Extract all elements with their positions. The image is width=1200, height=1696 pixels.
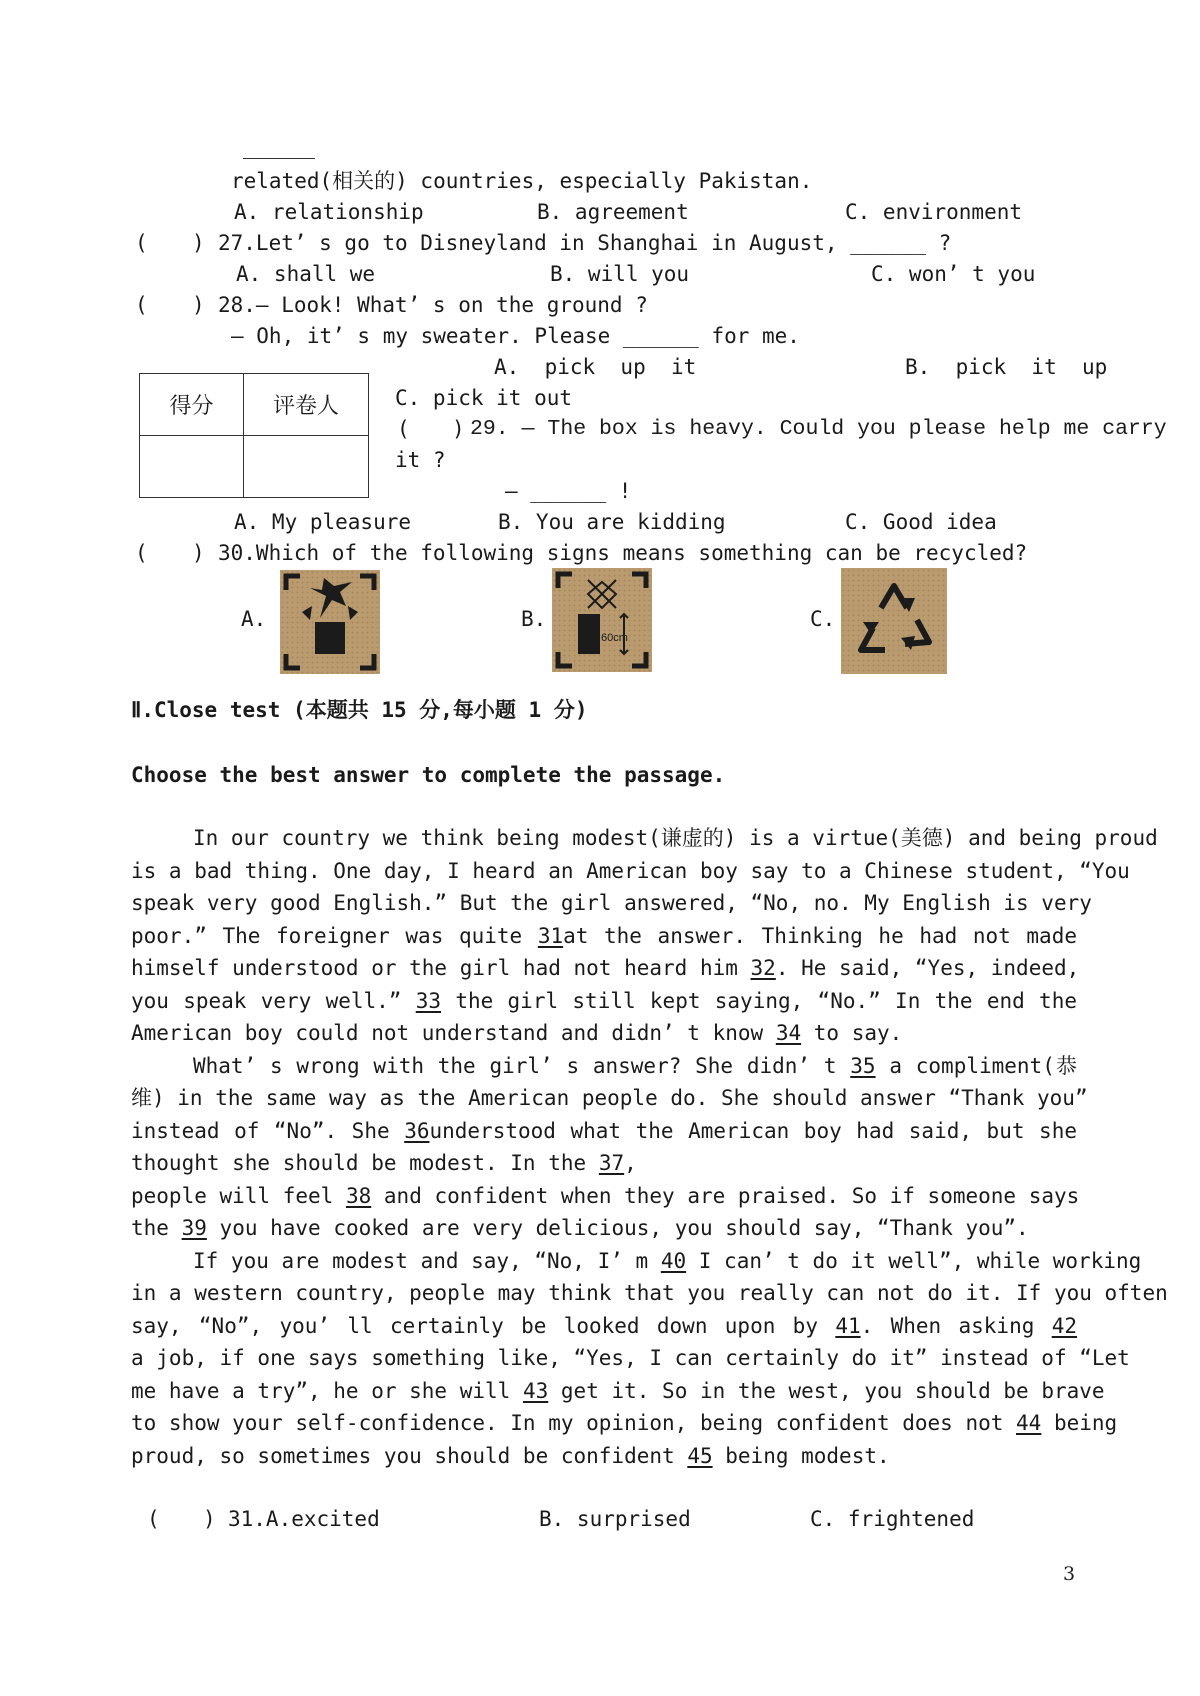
passage-line: instead of “No”. She 36understood what the American boy had said, but she (131, 1115, 1077, 1148)
page-number: 3 (1063, 1563, 1076, 1585)
answer-blank-line (243, 158, 315, 159)
q28-option-c: C. pick it out (395, 386, 573, 410)
q26-option-a: A. relationship (234, 200, 424, 224)
q28-option-b: B. pick it up (905, 355, 1108, 379)
blank-41[interactable]: 41 (835, 1313, 861, 1338)
q27-option-a: A. shall we (236, 262, 376, 286)
score-cell[interactable] (140, 436, 244, 498)
fragile-sign-icon (280, 570, 380, 674)
score-label: 得分 (140, 374, 244, 436)
q29-option-b: B. You are kidding (498, 510, 726, 534)
section-title: Ⅱ.Close test (本题共 15 分,每小题 1 分) (131, 698, 588, 722)
q30-answer-paren-close: ) (192, 541, 205, 565)
q28-option-a: A. pick up it (494, 355, 697, 379)
passage-line: thought she should be modest. In the 37, (131, 1147, 1077, 1180)
passage-line: himself understood or the girl had not heard him 32. He said, “Yes, indeed, (131, 952, 1077, 985)
q31-option-b: B. surprised (539, 1507, 691, 1531)
q28-answer-paren-open: ( (135, 293, 148, 317)
q26-option-b: B. agreement (537, 200, 689, 224)
passage-line: to show your self-confidence. In my opinion, being confident does not 44 being (131, 1407, 1077, 1440)
passage-line: people will feel 38 and confident when they are praised. So if someone says (131, 1180, 1077, 1213)
stack-height-label: 60cm (601, 632, 628, 644)
q30-answer-paren-open: ( (135, 541, 148, 565)
q29-answer-paren-open: ( (397, 417, 410, 441)
passage-line: poor.” The foreigner was quite 31at the answer. Thinking he had not made (131, 920, 1077, 953)
passage-line: in a western country, people may think that you really can not do it. If you often (131, 1281, 1168, 1305)
grader-label: 评卷人 (244, 374, 369, 436)
blank-45[interactable]: 45 (687, 1443, 713, 1468)
passage-line: you speak very well.” 33 the girl still kept saying, “No.” In the end the (131, 985, 1077, 1018)
passage-line: American boy could not understand and didn’ t know 34 to say. (131, 1017, 1077, 1050)
passage-line: a job, if one says something like, “Yes, I can certainly do it” instead of “Let (131, 1346, 1130, 1370)
passage (131, 822, 1168, 1472)
q27-answer-paren-close: ) (192, 231, 205, 255)
blank-31[interactable]: 31 (537, 923, 564, 948)
blank-36[interactable]: 36 (404, 1118, 430, 1143)
q28-stem: 28.— Look! What’ s on the ground ? (218, 293, 648, 317)
blank-35[interactable]: 35 (850, 1053, 876, 1078)
blank-43[interactable]: 43 (522, 1378, 549, 1403)
q30-option-c-label: C. (810, 607, 836, 631)
q30-stem: 30.Which of the following signs means something can be recycled? (218, 541, 1028, 565)
passage-line: the 39 you have cooked are very delicious, you should say, “Thank you”. (131, 1212, 1077, 1245)
passage-line: If you are modest and say, “No, I’ m 40 I can’ t do it well”, while working (131, 1245, 1077, 1278)
q30-option-a-label: A. (241, 607, 267, 631)
blank-33[interactable]: 33 (415, 988, 442, 1013)
blank-37[interactable]: 37 (598, 1151, 625, 1175)
q29-option-a: A. My pleasure (234, 510, 412, 534)
grader-cell[interactable] (244, 436, 369, 498)
q27-answer-paren-open: ( (135, 231, 148, 255)
passage-line: speak very good English.” But the girl answered, “No, no. My English is very (131, 891, 1092, 915)
q29-reply: — ______ ! (505, 479, 632, 503)
passage-line: 维) in the same way as the American people do. She should answer “Thank you” (131, 1086, 1088, 1110)
q27-option-b: B. will you (550, 262, 690, 286)
passage-line: me have a try”, he or she will 43 get it. So in the west, you should be brave (131, 1375, 1077, 1408)
blank-42[interactable]: 42 (1051, 1313, 1077, 1338)
blank-38[interactable]: 38 (345, 1183, 372, 1208)
q28-answer-paren-close: ) (192, 293, 205, 317)
q29-stem-cont: it ? (395, 448, 446, 472)
passage-line: is a bad thing. One day, I heard an American boy say to a Chinese student, “You (131, 858, 1130, 883)
section-instruction: Choose the best answer to complete the passage. (131, 763, 726, 787)
passage-line: In our country we think being modest(谦虚的) is a virtue(美德) and being proud (193, 826, 1158, 850)
score-box (139, 373, 369, 498)
recycle-sign-icon (841, 568, 947, 674)
q30-option-b-label: B. (521, 607, 547, 631)
passage-line: proud, so sometimes you should be confident 45 being modest. (131, 1440, 1077, 1473)
blank-34[interactable]: 34 (775, 1021, 802, 1045)
q26-stem-tail: related(相关的) countries, especially Pakistan. (231, 169, 813, 193)
q31-option-c: C. frightened (810, 1507, 975, 1531)
q31-answer-paren-close: ) (203, 1507, 216, 1531)
q31-answer-paren-open: ( (147, 1507, 160, 1531)
blank-39[interactable]: 39 (181, 1216, 207, 1240)
q27-stem: 27.Let’ s go to Disneyland in Shanghai in August, ______ ? (218, 231, 952, 255)
blank-32[interactable]: 32 (750, 956, 776, 980)
q31-stem: 31.A.excited (228, 1507, 380, 1531)
passage-line: What’ s wrong with the girl’ s answer? She didn’ t 35 a compliment(恭 (131, 1050, 1077, 1083)
q28-reply: — Oh, it’ s my sweater. Please ______ for me. (231, 324, 800, 348)
blank-40[interactable]: 40 (660, 1248, 687, 1273)
stacking-limit-sign-icon (552, 568, 652, 672)
q29-option-c: C. Good idea (845, 510, 997, 534)
q27-option-c: C. won’ t you (871, 262, 1036, 286)
passage-line: say, “No”, you’ ll certainly be looked down upon by 41. When asking 42 (131, 1310, 1077, 1343)
q26-option-c: C. environment (845, 200, 1023, 224)
q29-answer-paren-close: ) (452, 417, 465, 441)
blank-44[interactable]: 44 (1016, 1411, 1042, 1435)
q29-stem: 29. — The box is heavy. Could you please help me carry (470, 417, 1167, 441)
